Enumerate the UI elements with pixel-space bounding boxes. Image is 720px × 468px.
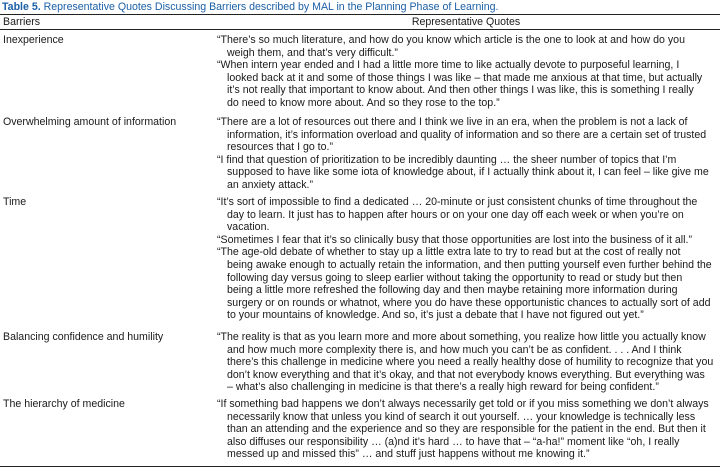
quotes-cell (217, 331, 717, 394)
quotes-cell (217, 116, 717, 192)
quote: “It’s sort of impossible to find a dedicated … 20-minute or just consistent chunks of time throughout the day to learn. It just has to happen after hours or on your one day off each week or when you’re on vacation. (217, 196, 698, 234)
barrier-label: Inexperience (3, 34, 64, 46)
table-caption-text: Representative Quotes Discussing Barriers described by MAL in the Planning Phase of Learning. (43, 1, 499, 13)
table-top-rule (0, 14, 720, 15)
header-representative-quotes: Representative Quotes (411, 16, 521, 28)
quotes-cell (217, 196, 717, 322)
table-bottom-rule (0, 466, 720, 467)
header-barriers: Barriers (3, 16, 41, 28)
quote: “There are a lot of resources out there and I think we live in an era, when the problem is not a lack of information, it’s information overload and quality of information and so there are a certain set of trusted resources that I go to.” (217, 116, 707, 154)
barrier-label: Balancing confidence and humility (3, 331, 164, 343)
quote: “Sometimes I fear that it’s so clinically busy that those opportunities are lost into the business of it all.” (217, 233, 692, 246)
table-header-rule (0, 29, 720, 30)
quote: “The reality is that as you learn more and more about something, you realize how little you actually know and how much more complexity there is, and how much you can’t be as confident. . . . And I think there’s this challenge in medicine where you need a really healthy dose of humility to recognize that you don’t know everything and that it’s okay, and that not everybody knows everything. But everything was – what’s also challenging in medicine is that there’s a really high reward for being confident.” (217, 331, 714, 394)
table-label: Table 5. (2, 1, 41, 13)
quotes-cell (217, 34, 717, 110)
quote: “The age-old debate of whether to stay up a little extra late to try to read but at the cost of really not being awake enough to actually retain the information, and then putting yourself even further behind the following day versus going to sleep earlier without taking the opportunity to read or study but then being a little more refreshed the following day and then maybe retaining more information during surgery or on rounds or whatnot, where you do have these opportunistic chances to actually sort of add to your mountains of knowledge. And so, it’s just a debate that I have not figured out yet.” (217, 246, 712, 322)
quote: “If something bad happens we don’t always necessarily get told or if you miss something we don’t always necessarily know that unless you kind of search it out yourself. … your knowledge is technically less than an attending and the experience and so they are responsible for the patient in the end. But then it also diffuses our responsibility … (a)nd it’s hard … to have that – “a-ha!” moment like “oh, I really messed up and missed this” … and stuff just happens without me knowing it.” (217, 398, 709, 461)
quotes-cell (217, 398, 717, 461)
barrier-label: Time (3, 196, 27, 208)
barrier-label: Overwhelming amount of information (3, 116, 177, 128)
quote: “There’s so much literature, and how do you know which article is the one to look at and how do you weigh them, and that’s very difficult.” (217, 34, 685, 59)
barrier-label: The hierarchy of medicine (3, 398, 125, 410)
quote: “I find that question of prioritization to be incredibly daunting … the sheer number of topics that I’m supposed to have like some iota of knowledge about, if I actually think about it, I can feel – like give me an anxiety attack.” (217, 153, 709, 191)
quote: “When intern year ended and I had a little more time to like actually devote to purposeful learning, I looked back at it and some of those things I was like – that made me anxious at that time, but actually it’s not really that important to know about. And then other things I was like, this is something I really do need to know more about. And so they rose to the top.” (217, 59, 703, 109)
table-caption (2, 1, 498, 14)
